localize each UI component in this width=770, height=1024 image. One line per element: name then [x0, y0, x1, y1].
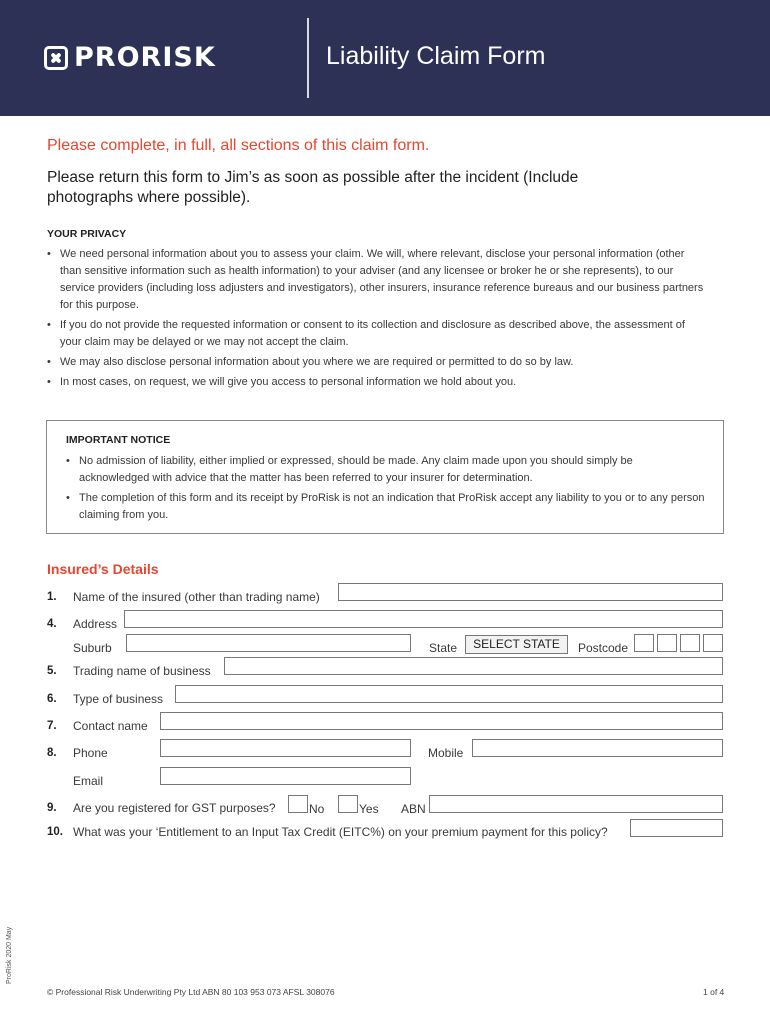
form-title: Liability Claim Form [326, 42, 546, 70]
question-number: 8. [47, 747, 57, 759]
question-number: 1. [47, 591, 57, 603]
return-notice: Please return this form to Jim’s as soon as possible after the incident (Include photographs where possible). [47, 169, 579, 206]
business-type-label: Type of business [73, 692, 164, 706]
question-number: 10. [47, 826, 63, 838]
header-divider [307, 18, 309, 98]
privacy-heading: YOUR PRIVACY [47, 228, 127, 240]
prorisk-logo [44, 44, 216, 72]
insured-details-title: Insured’s Details [47, 561, 159, 577]
postcode-digit-3[interactable] [680, 634, 700, 652]
postcode-digit-1[interactable] [634, 634, 654, 652]
question-number: 4. [47, 618, 57, 630]
gst-no-checkbox[interactable] [288, 795, 308, 813]
form-code: ProRisk 2020 May [6, 926, 13, 984]
email-field[interactable] [160, 767, 411, 785]
gst-yes-label: Yes [359, 802, 379, 816]
privacy-item: • If you do not provide the requested information or consent to its collection and disclosure as described above, the assessment of your claim may be delayed or we may not accept the claim. [47, 317, 707, 351]
prorisk-logo-icon [44, 46, 68, 70]
address-field[interactable] [124, 610, 723, 628]
insured-name-field[interactable] [338, 583, 723, 601]
abn-field[interactable] [429, 795, 723, 813]
postcode-digit-4[interactable] [703, 634, 723, 652]
page-number: 1 of 4 [703, 987, 725, 997]
question-number: 6. [47, 693, 57, 705]
address-label: Address [73, 617, 118, 631]
question-number: 9. [47, 802, 57, 814]
postcode-label: Postcode [578, 641, 629, 655]
eitc-field[interactable] [630, 819, 723, 837]
gst-yes-checkbox[interactable] [338, 795, 358, 813]
phone-field[interactable] [160, 739, 411, 757]
abn-label: ABN [401, 802, 426, 816]
notice-heading: IMPORTANT NOTICE [66, 434, 171, 446]
privacy-list [47, 246, 707, 394]
question-number: 7. [47, 720, 57, 732]
notice-item: • No admission of liability, either implied or expressed, should be made. Any claim made upon you should simply be acknowledged with advice that the matter has been referred to your insurer for determination. [66, 453, 706, 487]
suburb-field[interactable] [126, 634, 411, 652]
privacy-item: • We may also disclose personal information about you where we are required or permitted to do so by law. [47, 354, 707, 371]
state-select[interactable]: SELECT STATE [465, 635, 568, 654]
header-banner [0, 0, 770, 116]
logo-text: PRORISK [74, 42, 216, 73]
gst-no-label: No [309, 802, 325, 816]
suburb-label: Suburb [73, 641, 112, 655]
trading-name-label: Trading name of business [73, 664, 211, 678]
contact-name-label: Contact name [73, 719, 148, 733]
trading-name-field[interactable] [224, 657, 723, 675]
notice-list [66, 453, 706, 527]
state-label: State [429, 641, 458, 655]
email-label: Email [73, 774, 104, 788]
privacy-item: • We need personal information about you to assess your claim. We will, where relevant, disclose your personal information (other than sensitive information such as health information) to your adviser (and any licensee or broker he or she represents), to our service providers (including loss adjusters and investigators), other insurers, insurance reference bureaus and our business partners for this purpose. [47, 246, 707, 314]
insured-name-label: Name of the insured (other than trading name) [73, 590, 320, 604]
mobile-label: Mobile [428, 746, 464, 760]
postcode-digit-2[interactable] [657, 634, 677, 652]
privacy-item: • In most cases, on request, we will give you access to personal information we hold about you. [47, 374, 707, 391]
eitc-question-label: What was your ‘Entitlement to an Input Tax Credit (EITC%) on your premium payment for this policy? [73, 825, 608, 839]
phone-label: Phone [73, 746, 108, 760]
important-notice-box [46, 420, 724, 534]
complete-notice: Please complete, in full, all sections of this claim form. [47, 137, 430, 154]
copyright-text: © Professional Risk Underwriting Pty Ltd ABN 80 103 953 073 AFSL 308076 [47, 987, 335, 997]
business-type-field[interactable] [175, 685, 723, 703]
question-number: 5. [47, 665, 57, 677]
gst-question-label: Are you registered for GST purposes? [73, 801, 276, 815]
notice-item: • The completion of this form and its receipt by ProRisk is not an indication that ProRisk accept any liability to you or to any person claiming from you. [66, 490, 706, 524]
contact-name-field[interactable] [160, 712, 723, 730]
mobile-field[interactable] [472, 739, 723, 757]
